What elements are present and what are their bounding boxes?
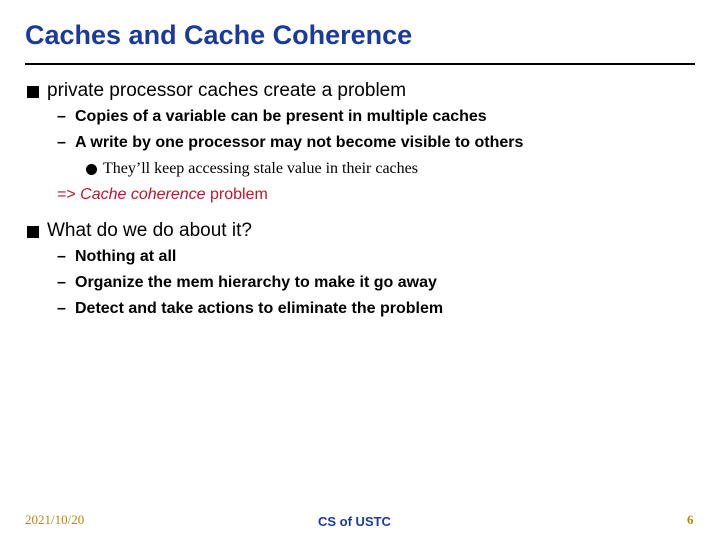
dash-bullet-icon: – bbox=[57, 300, 66, 317]
sub-bullet-text: Copies of a variable can be present in multiple caches bbox=[75, 108, 487, 125]
slide-title: Caches and Cache Coherence bbox=[25, 20, 413, 50]
conclusion-arrow: => bbox=[57, 186, 81, 203]
dash-bullet-icon: – bbox=[57, 108, 66, 125]
circle-bullet-icon bbox=[86, 164, 97, 175]
conclusion-emphasis: Cache coherence bbox=[80, 186, 206, 203]
conclusion-rest: problem bbox=[205, 186, 268, 203]
footer-date: 2021/10/20 bbox=[25, 512, 85, 527]
sub-bullet-text: A write by one processor may not become visible to others bbox=[75, 134, 524, 151]
dash-bullet-icon: – bbox=[57, 248, 66, 265]
square-bullet-icon bbox=[27, 86, 39, 98]
footer-course: CS of USTC bbox=[318, 514, 391, 529]
dash-bullet-icon: – bbox=[57, 134, 66, 151]
sub-bullet-text: Nothing at all bbox=[75, 248, 177, 265]
page-number: 6 bbox=[687, 512, 694, 527]
bullet-text: private processor caches create a problem bbox=[47, 80, 407, 101]
square-bullet-icon bbox=[27, 226, 39, 238]
conclusion-line bbox=[57, 186, 268, 204]
sub-bullet-text: Detect and take actions to eliminate the problem bbox=[75, 300, 444, 317]
sub-bullet-text: Organize the mem hierarchy to make it go away bbox=[75, 274, 437, 291]
title-divider bbox=[25, 63, 695, 65]
subsub-bullet-text: They’ll keep accessing stale value in their caches bbox=[103, 160, 418, 177]
dash-bullet-icon: – bbox=[57, 274, 66, 291]
bullet-text: What do we do about it? bbox=[47, 220, 252, 241]
